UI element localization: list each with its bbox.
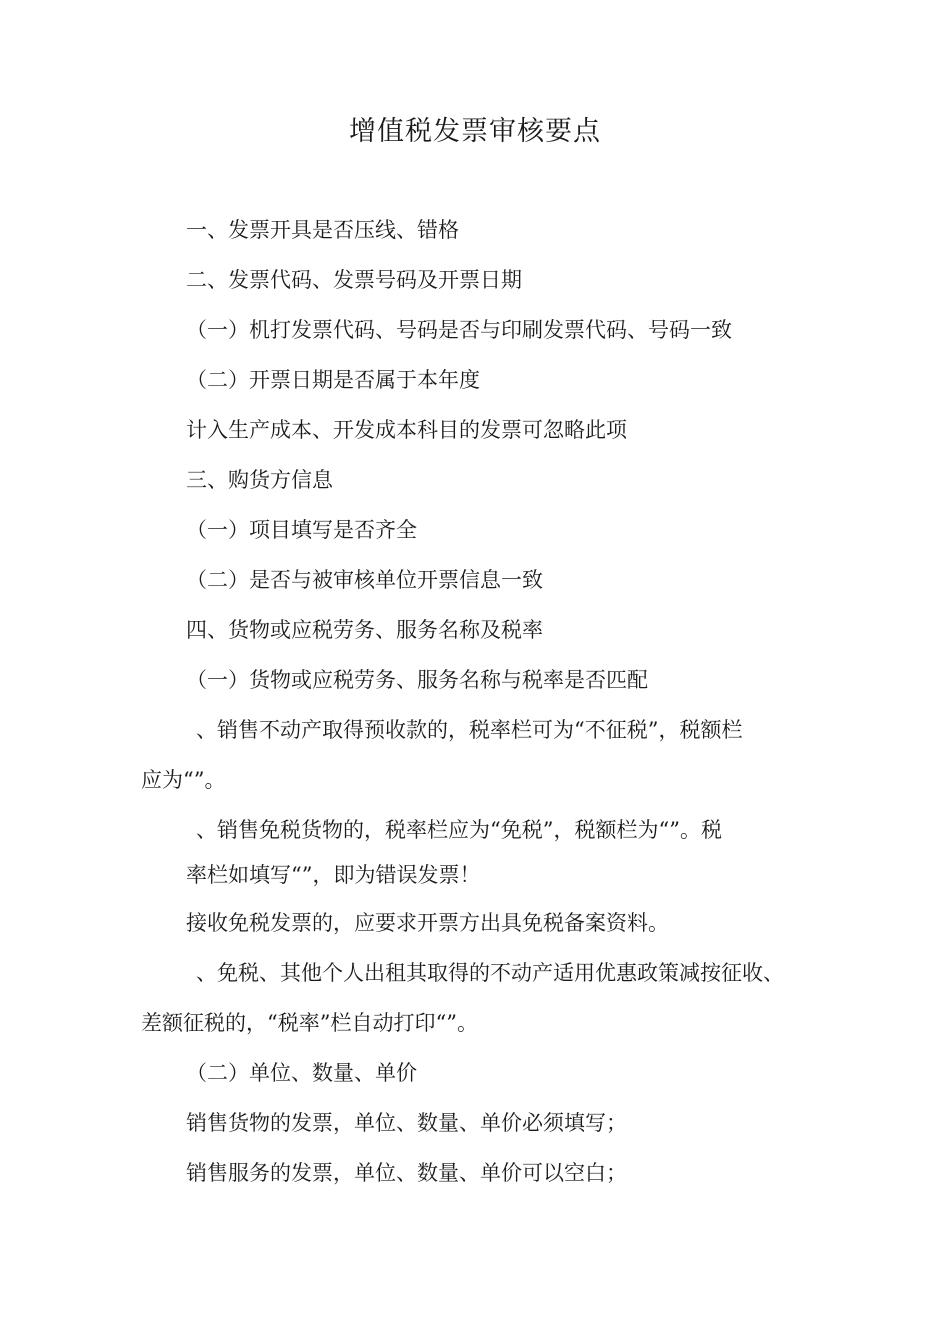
heading-2: 二、发票代码、发票号码及开票日期 bbox=[186, 268, 522, 292]
subitem-3-1: （一）项目填写是否齐全 bbox=[186, 518, 417, 542]
paragraph-line: 应为“”。 bbox=[141, 768, 226, 792]
subitem-3-2: （二）是否与被审核单位开票信息一致 bbox=[186, 568, 543, 592]
subitem-2-2: （二）开票日期是否属于本年度 bbox=[186, 368, 480, 392]
paragraph-line: 销售服务的发票，单位、数量、单价可以空白； bbox=[186, 1161, 627, 1185]
paragraph-note: 计入生产成本、开发成本科目的发票可忽略此项 bbox=[186, 418, 627, 442]
document-title: 增值税发票审核要点 bbox=[349, 116, 601, 147]
paragraph-line: 、销售不动产取得预收款的，税率栏可为“不征税”，税额栏 bbox=[196, 718, 743, 742]
paragraph-line: 差额征税的，“税率”栏自动打印“”。 bbox=[141, 1011, 478, 1035]
heading-3: 三、购货方信息 bbox=[186, 468, 333, 492]
subitem-4-1: （一）货物或应税劳务、服务名称与税率是否匹配 bbox=[186, 668, 648, 692]
subitem-2-1: （一）机打发票代码、号码是否与印刷发票代码、号码一致 bbox=[186, 318, 732, 342]
subitem-4-2: （二）单位、数量、单价 bbox=[186, 1061, 417, 1085]
paragraph-line: 、免税、其他个人出租其取得的不动产适用优惠政策减按征收、 bbox=[196, 961, 784, 985]
paragraph-line: 、销售免税货物的，税率栏应为“免税”，税额栏为“”。税 bbox=[196, 818, 722, 842]
paragraph-line: 率栏如填写“”，即为错误发票！ bbox=[186, 863, 481, 887]
heading-4: 四、货物或应税劳务、服务名称及税率 bbox=[186, 618, 543, 642]
heading-1: 一、发票开具是否压线、错格 bbox=[186, 218, 459, 242]
paragraph-line: 销售货物的发票，单位、数量、单价必须填写； bbox=[186, 1111, 627, 1135]
paragraph-line: 接收免税发票的，应要求开票方出具免税备案资料。 bbox=[186, 911, 669, 935]
